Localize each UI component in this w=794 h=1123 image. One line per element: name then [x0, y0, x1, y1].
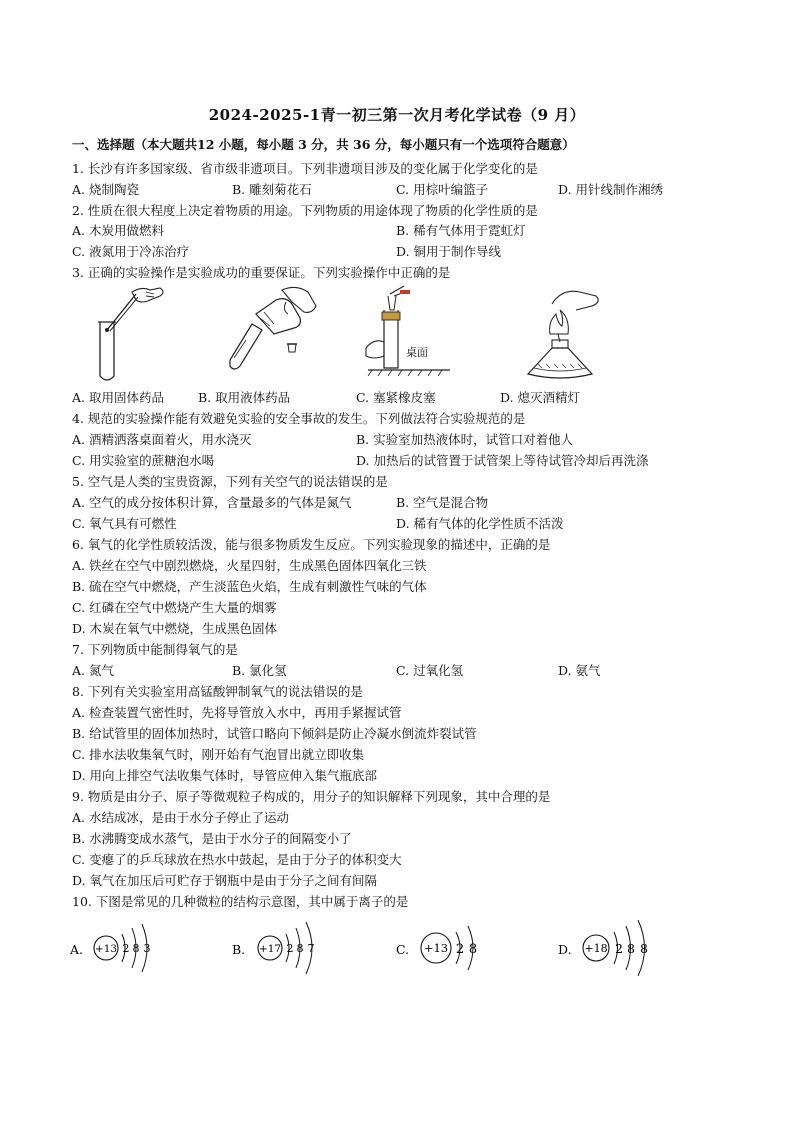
q5-option-a: A. 空气的成分按体积计算，含量最多的气体是氮气: [72, 495, 352, 510]
q2-option-b: B. 稀有气体用于霓虹灯: [396, 223, 526, 238]
atom-b-shell-3: 7: [307, 942, 315, 955]
q7-option-c: C. 过氧化氢: [396, 663, 464, 678]
atom-c-shell-1: 2: [455, 942, 465, 957]
q6-option-b: B. 硫在空气中燃烧，产生淡蓝色火焰，生成有刺激性气味的气体: [72, 579, 427, 594]
atom-diagram-b: [232, 914, 342, 978]
q4-stem: 4. 规范的实验操作能有效避免实验的安全事故的发生。下列做法符合实验规范的是: [72, 411, 526, 426]
fig-stopper-pressing: [360, 284, 460, 384]
q9-option-d: D. 氧气在加压后可贮存于钢瓶中是由于分子之间有间隔: [72, 873, 378, 888]
q1-option-c: C. 用棕叶编篮子: [396, 182, 489, 197]
q9-stem: 9. 物质是由分子、原子等微观粒子构成的，用分子的知识解释下列现象，其中合理的是: [72, 789, 551, 804]
atom-c-label: C.: [396, 942, 410, 957]
q3-option-c: C. 塞紧橡皮塞: [356, 390, 436, 405]
q7-stem: 7. 下列物质中能制得氧气的是: [72, 642, 238, 657]
q5-option-d: D. 稀有气体的化学性质不活泼: [396, 516, 564, 531]
q6-option-c: C. 红磷在空气中燃烧产生大量的烟雾: [72, 600, 277, 615]
q9-option-a: A. 水结成冰，是由于水分子停止了运动: [72, 810, 289, 825]
fig-liquid-pouring: [212, 284, 322, 384]
q9-option-c: C. 变瘪了的乒乓球放在热水中鼓起，是由于分子的体积变大: [72, 852, 402, 867]
q1-stem: 1. 长沙有许多国家级、省市级非遗项目。下列非遗项目涉及的变化属于化学变化的是: [72, 161, 538, 176]
atom-b-shell-2: 8: [296, 942, 304, 955]
q2-stem: 2. 性质在很大程度上决定着物质的用途。下列物质的用途体现了物质的化学性质的是: [72, 203, 538, 218]
q1-option-a: A. 烧制陶瓷: [72, 182, 139, 197]
q6-option-d: D. 木炭在氧气中燃烧，生成黑色固体: [72, 621, 278, 636]
atom-b-nucleus: +17: [258, 943, 282, 955]
atom-d-shell-1: 2: [615, 941, 623, 956]
q8-stem: 8. 下列有关实验室用高锰酸钾制氧气的说法错误的是: [72, 684, 363, 699]
q1-option-b: B. 雕刻菊花石: [232, 182, 312, 197]
q7-option-b: B. 氯化氢: [232, 663, 287, 678]
q3-option-b: B. 取用液体药品: [198, 390, 291, 405]
q4-option-b: B. 实验室加热液体时，试管口对着他人: [356, 432, 574, 447]
atom-a-nucleus: +13: [94, 943, 118, 955]
q9-option-b: B. 水沸腾变成水蒸气，是由于水分子的间隔变小了: [72, 831, 352, 846]
q8-option-c: C. 排水法收集氧气时，刚开始有气泡冒出就立即收集: [72, 747, 365, 762]
q3-stem: 3. 正确的实验操作是实验成功的重要保证。下列实验操作中正确的是: [72, 265, 451, 280]
atom-d-shell-3: 8: [640, 941, 648, 956]
q8-option-b: B. 给试管里的固体加热时，试管口略向下倾斜是防止冷凝水倒流炸裂试管: [72, 726, 477, 741]
section-heading: 一、选择题（本大题共12 小题，每小题 3 分，共 36 分，每小题只有一个选项符合题意）: [72, 137, 575, 152]
atom-diagram-d: [558, 914, 688, 978]
q6-stem: 6. 氧气的化学性质较活泼，能与很多物质发生反应。下列实验现象的描述中，正确的是: [72, 537, 551, 552]
q5-stem: 5. 空气是人类的宝贵资源，下列有关空气的说法错误的是: [72, 474, 388, 489]
q6-option-a: A. 铁丝在空气中剧烈燃烧，火星四射，生成黑色固体四氧化三铁: [72, 558, 427, 573]
atom-a-shell-1: 2: [122, 942, 130, 955]
atom-c-nucleus: +13: [423, 941, 449, 955]
q10-stem: 10. 下图是常见的几种微粒的结构示意图，其中属于离子的是: [72, 894, 409, 909]
atom-b-shell-1: 2: [286, 942, 294, 955]
atom-a-label: A.: [70, 942, 84, 957]
q2-option-d: D. 铜用于制作导线: [396, 244, 502, 259]
q4-option-d: D. 加热后的试管置于试管架上等待试管冷却后再洗涤: [356, 453, 649, 468]
atom-d-shell-2: 8: [627, 941, 635, 956]
atom-b-label: B.: [232, 942, 246, 957]
q2-option-a: A. 木炭用做燃料: [72, 223, 164, 238]
atom-d-nucleus: +18: [584, 942, 608, 955]
atom-c-shell-2: 8: [468, 942, 478, 957]
desk-label: 桌面: [406, 346, 428, 359]
atom-d-label: D.: [558, 942, 572, 957]
q3-option-d: D. 熄灭酒精灯: [500, 390, 581, 405]
fig-solid-sampling: [88, 284, 178, 384]
atom-a-shell-3: 3: [143, 942, 151, 955]
q8-option-d: D. 用向上排空气法收集气体时，导管应伸入集气瓶底部: [72, 768, 378, 783]
q4-option-c: C. 用实验室的蔗糖泡水喝: [72, 453, 215, 468]
q5-option-c: C. 氧气具有可燃性: [72, 516, 177, 531]
q5-option-b: B. 空气是混合物: [396, 495, 489, 510]
q1-option-d: D. 用针线制作湘绣: [558, 182, 664, 197]
q3-option-a: A. 取用固体药品: [72, 390, 164, 405]
q7-option-d: D. 氨气: [558, 663, 601, 678]
q8-option-a: A. 检查装置气密性时，先将导管放入水中，再用手紧握试管: [72, 705, 402, 720]
fig-alcohol-lamp: [512, 284, 612, 384]
atom-diagram-c: [396, 914, 506, 978]
atom-diagram-a: [70, 914, 180, 978]
q7-option-a: A. 氮气: [72, 663, 114, 678]
atom-a-shell-2: 8: [132, 942, 140, 955]
exam-title: 2024-2025-1青一初三第一次月考化学试卷（9 月）: [208, 106, 586, 124]
q4-option-a: A. 酒精洒落桌面着火，用水浇灭: [72, 432, 252, 447]
q2-option-c: C. 液氮用于冷冻治疗: [72, 244, 190, 259]
